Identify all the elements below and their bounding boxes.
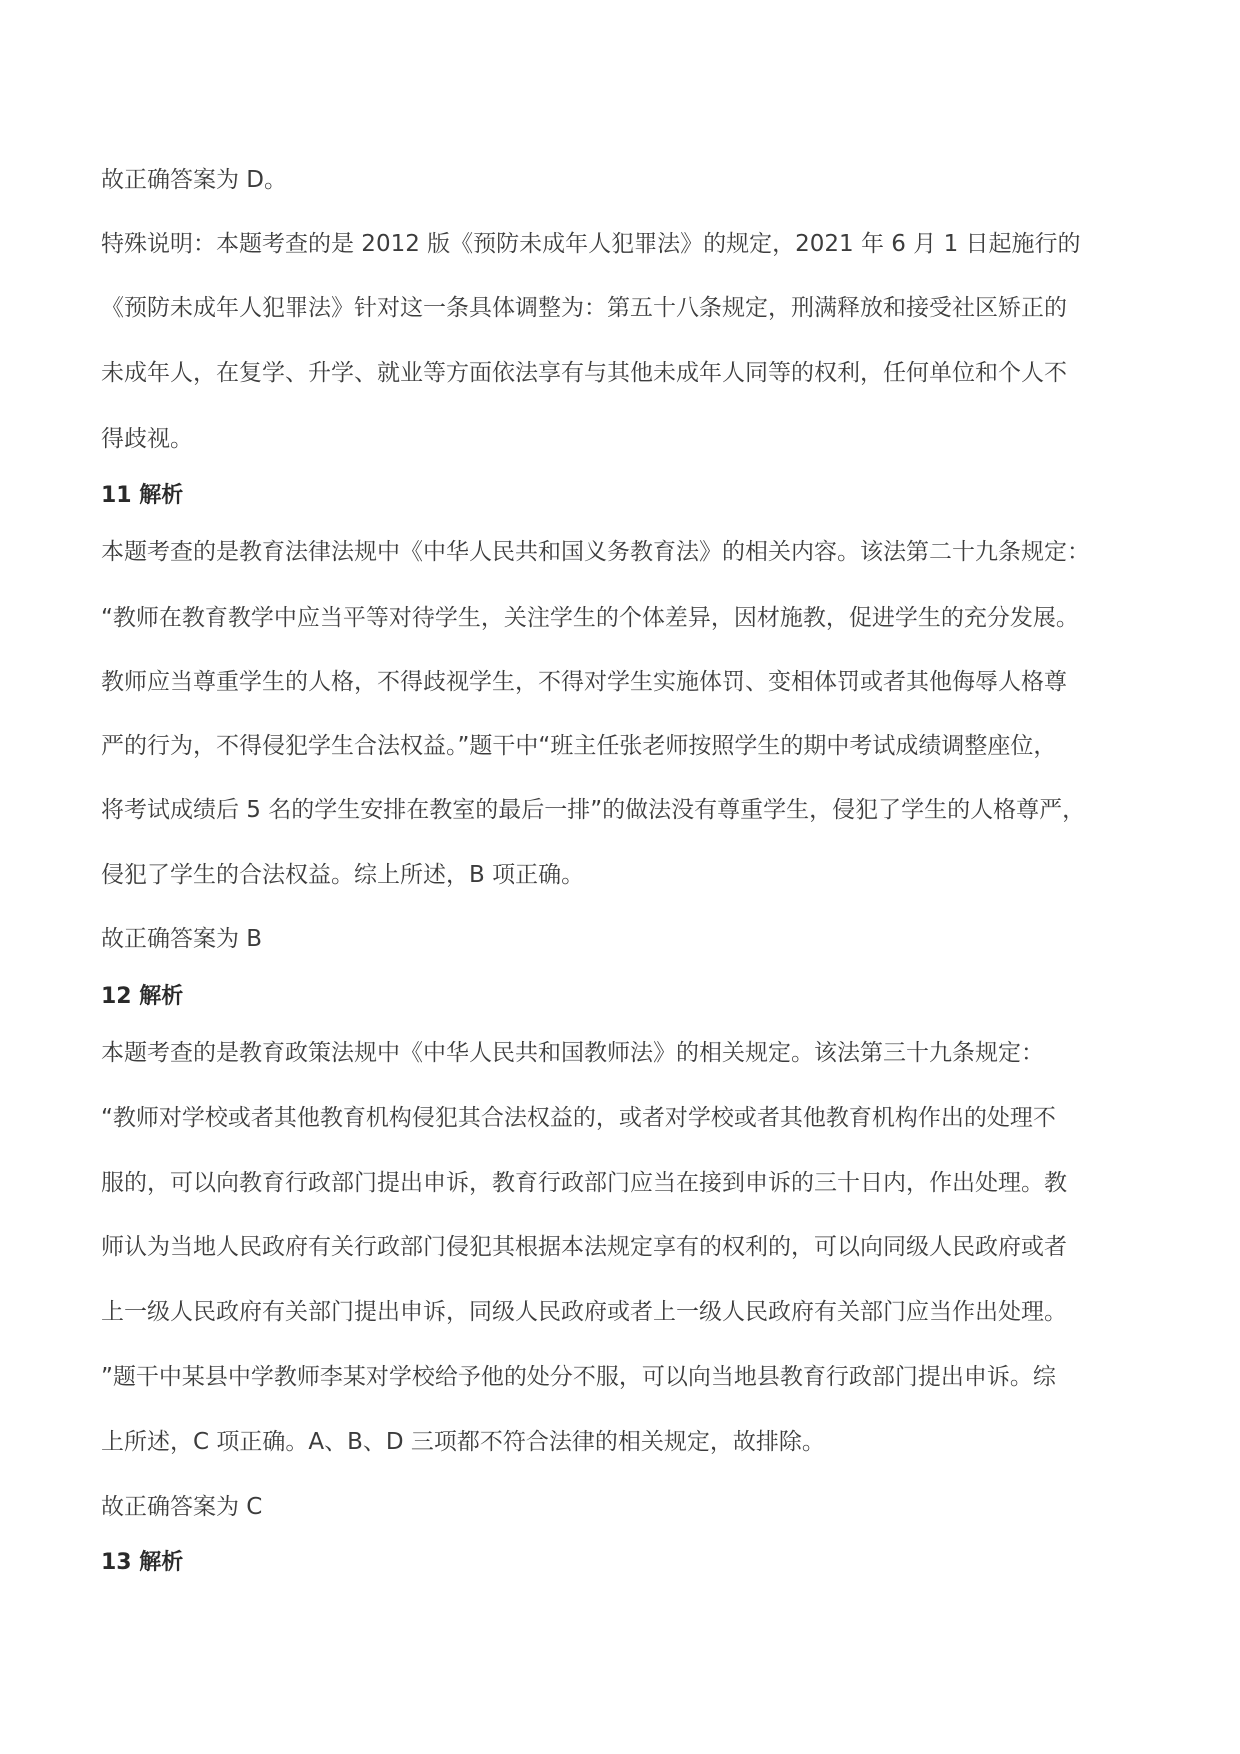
analysis-12-line-7: 上所述，C 项正确。A、B、D 三项都不符合法律的相关规定，故排除。 xyxy=(101,1429,825,1455)
analysis-11-line-5: 将考试成绩后 5 名的学生安排在教室的最后一排”的做法没有尊重学生，侵犯了学生的人格尊严， xyxy=(101,797,1086,823)
answer-line-c: 故正确答案为 C xyxy=(101,1494,263,1520)
analysis-12-line-5: 上一级人民政府有关部门提出申诉，同级人民政府或者上一级人民政府有关部门应当作出处理。 xyxy=(101,1299,1067,1325)
section-heading-12: 12 解析 xyxy=(101,984,184,1009)
answer-line-b: 故正确答案为 B xyxy=(101,926,263,952)
special-note-line-2: 《预防未成年人犯罪法》针对这一条具体调整为：第五十八条规定，刑满释放和接受社区矫正的 xyxy=(101,295,1067,321)
special-note-line-1: 特殊说明：本题考查的是 2012 版《预防未成年人犯罪法》的规定，2021 年 6 月 1 日起施行的 xyxy=(101,231,1081,257)
analysis-11-line-2: “教师在教育教学中应当平等对待学生，关注学生的个体差异，因材施教，促进学生的充分发展。 xyxy=(101,605,1079,631)
special-note-line-3: 未成年人，在复学、升学、就业等方面依法享有与其他未成年人同等的权利，任何单位和个人不 xyxy=(101,360,1067,386)
analysis-12-line-3: 服的，可以向教育行政部门提出申诉，教育行政部门应当在接到申诉的三十日内，作出处理。教 xyxy=(101,1170,1067,1196)
analysis-12-line-1: 本题考查的是教育政策法规中《中华人民共和国教师法》的相关规定。该法第三十九条规定： xyxy=(101,1040,1044,1066)
answer-line-d: 故正确答案为 D。 xyxy=(101,167,288,193)
analysis-12-line-2: “教师对学校或者其他教育机构侵犯其合法权益的，或者对学校或者其他教育机构作出的处理不 xyxy=(101,1105,1056,1131)
section-heading-13: 13 解析 xyxy=(101,1550,184,1575)
analysis-11-line-6: 侵犯了学生的合法权益。综上所述，B 项正确。 xyxy=(101,862,585,888)
section-heading-11: 11 解析 xyxy=(101,483,184,508)
analysis-11-line-1: 本题考查的是教育法律法规中《中华人民共和国义务教育法》的相关内容。该法第二十九条规定： xyxy=(101,539,1090,565)
analysis-11-line-4: 严的行为，不得侵犯学生合法权益。”题干中“班主任张老师按照学生的期中考试成绩调整座位， xyxy=(101,733,1057,759)
analysis-12-line-6: ”题干中某县中学教师李某对学校给予他的处分不服，可以向当地县教育行政部门提出申诉。综 xyxy=(101,1364,1056,1390)
special-note-line-4: 得歧视。 xyxy=(101,426,193,452)
analysis-11-line-3: 教师应当尊重学生的人格，不得歧视学生，不得对学生实施体罚、变相体罚或者其他侮辱人格尊 xyxy=(101,669,1067,695)
analysis-12-line-4: 师认为当地人民政府有关行政部门侵犯其根据本法规定享有的权利的，可以向同级人民政府或者 xyxy=(101,1234,1067,1260)
